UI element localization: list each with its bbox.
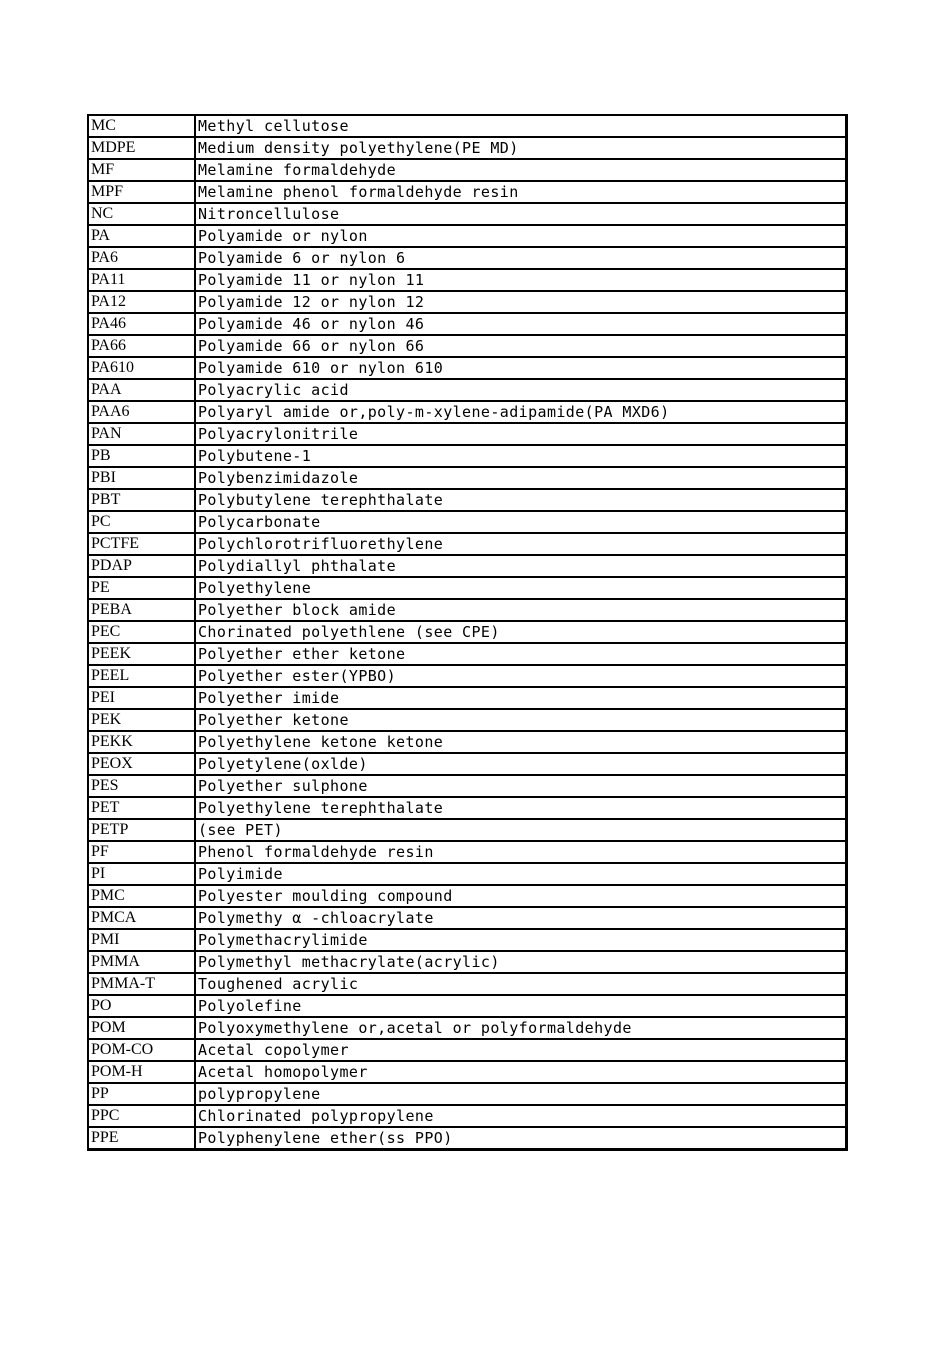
table-row xyxy=(88,797,847,819)
abbreviation-cell: PEBA xyxy=(88,599,195,621)
table-row xyxy=(88,1127,847,1150)
polymer-name-cell: Polyether imide xyxy=(195,687,847,709)
polymer-name-cell: Chorinated polyethlene (see CPE) xyxy=(195,621,847,643)
polymer-name-cell: Polyamide 610 or nylon 610 xyxy=(195,357,847,379)
table-row xyxy=(88,203,847,225)
polymer-name-cell: Polyoxymethylene or,acetal or polyformaldehyde xyxy=(195,1017,847,1039)
abbreviation-cell: PB xyxy=(88,445,195,467)
abbreviation-cell: PET xyxy=(88,797,195,819)
table-row xyxy=(88,247,847,269)
abbreviation-cell: MF xyxy=(88,159,195,181)
abbreviation-cell: PAN xyxy=(88,423,195,445)
polymer-name-cell: Polyamide 12 or nylon 12 xyxy=(195,291,847,313)
table-row xyxy=(88,159,847,181)
table-row xyxy=(88,489,847,511)
table-row xyxy=(88,511,847,533)
table-row xyxy=(88,1017,847,1039)
table-row xyxy=(88,379,847,401)
abbreviation-cell: PMMA-T xyxy=(88,973,195,995)
table-row xyxy=(88,357,847,379)
abbreviation-cell: PEI xyxy=(88,687,195,709)
polymer-name-cell: Melamine formaldehyde xyxy=(195,159,847,181)
polymer-name-cell: Polychlorotrifluorethylene xyxy=(195,533,847,555)
table-row xyxy=(88,269,847,291)
abbreviation-cell: PPC xyxy=(88,1105,195,1127)
abbreviation-cell: PE xyxy=(88,577,195,599)
table-row xyxy=(88,599,847,621)
abbreviation-table xyxy=(87,114,848,1151)
abbreviation-table-body xyxy=(88,115,847,1150)
table-row xyxy=(88,335,847,357)
abbreviation-cell: PBT xyxy=(88,489,195,511)
polymer-name-cell: Toughened acrylic xyxy=(195,973,847,995)
polymer-name-cell: Acetal copolymer xyxy=(195,1039,847,1061)
abbreviation-cell: PA46 xyxy=(88,313,195,335)
polymer-name-cell: (see PET) xyxy=(195,819,847,841)
table-row xyxy=(88,445,847,467)
polymer-name-cell: Polyaryl amide or,poly-m-xylene-adipamide(PA MXD6) xyxy=(195,401,847,423)
table-row xyxy=(88,643,847,665)
polymer-name-cell: Nitroncellulose xyxy=(195,203,847,225)
table-row xyxy=(88,665,847,687)
abbreviation-cell: PA11 xyxy=(88,269,195,291)
table-row xyxy=(88,401,847,423)
polymer-name-cell: Polyamide or nylon xyxy=(195,225,847,247)
polymer-name-cell: Polyether ketone xyxy=(195,709,847,731)
table-row xyxy=(88,225,847,247)
polymer-name-cell: Polyphenylene ether(ss PPO) xyxy=(198,1129,453,1147)
abbreviation-cell: PP xyxy=(88,1083,195,1105)
table-row xyxy=(88,973,847,995)
abbreviation-cell: PES xyxy=(88,775,195,797)
table-row xyxy=(88,819,847,841)
abbreviation-cell: PEEK xyxy=(88,643,195,665)
abbreviation-cell: POM-CO xyxy=(88,1039,195,1061)
table-row xyxy=(88,995,847,1017)
abbreviation-cell: PMCA xyxy=(88,907,195,929)
polymer-name-cell: Polymethyl methacrylate(acrylic) xyxy=(195,951,847,973)
abbreviation-cell: PPE xyxy=(88,1127,195,1150)
abbreviation-cell: PEK xyxy=(88,709,195,731)
abbreviation-cell: PEC xyxy=(88,621,195,643)
polymer-name-cell: Melamine phenol formaldehyde resin xyxy=(195,181,847,203)
polymer-name-cell: Chlorinated polypropylene xyxy=(195,1105,847,1127)
abbreviation-cell: MC xyxy=(88,115,195,137)
polymer-name-cell: Polyester moulding compound xyxy=(195,885,847,907)
polymer-name-cell: Polyamide 11 or nylon 11 xyxy=(195,269,847,291)
abbreviation-cell: PO xyxy=(88,995,195,1017)
abbreviation-cell: MPF xyxy=(88,181,195,203)
abbreviation-cell: PMI xyxy=(88,929,195,951)
table-row xyxy=(88,731,847,753)
table-row xyxy=(88,687,847,709)
polymer-name-cell: Polyacrylic acid xyxy=(195,379,847,401)
abbreviation-cell: PA66 xyxy=(88,335,195,357)
table-row xyxy=(88,423,847,445)
table-row xyxy=(88,313,847,335)
abbreviation-cell: PA610 xyxy=(88,357,195,379)
polymer-name-cell: Polyether sulphone xyxy=(195,775,847,797)
table-row xyxy=(88,137,847,159)
abbreviation-cell: PMMA xyxy=(88,951,195,973)
polymer-name-cell: Polyimide xyxy=(195,863,847,885)
polymer-name-cell: Polyether block amide xyxy=(195,599,847,621)
abbreviation-cell: NC xyxy=(88,203,195,225)
polymer-name-cell: Polyethylene ketone ketone xyxy=(195,731,847,753)
table-row xyxy=(88,885,847,907)
polymer-name-cell: Polycarbonate xyxy=(195,511,847,533)
polymer-name-cell: Polyether ester(YPBO) xyxy=(195,665,847,687)
table-row xyxy=(88,753,847,775)
table-row xyxy=(88,291,847,313)
polymer-name-cell: Polydiallyl phthalate xyxy=(195,555,847,577)
abbreviation-cell: PCTFE xyxy=(88,533,195,555)
polymer-name-cell: Polymethacrylimide xyxy=(195,929,847,951)
abbreviation-cell: PEEL xyxy=(88,665,195,687)
abbreviation-cell: MDPE xyxy=(88,137,195,159)
abbreviation-cell: PEKK xyxy=(88,731,195,753)
polymer-name-cell: Polyolefine xyxy=(195,995,847,1017)
abbreviation-cell: PF xyxy=(88,841,195,863)
table-row xyxy=(88,929,847,951)
abbreviation-cell: PMC xyxy=(88,885,195,907)
polymer-name-cell: polypropylene xyxy=(195,1083,847,1105)
polymer-name-cell: Polyamide 6 or nylon 6 xyxy=(195,247,847,269)
polymer-name-cell: Phenol formaldehyde resin xyxy=(195,841,847,863)
abbreviation-cell: PI xyxy=(88,863,195,885)
abbreviation-cell: PDAP xyxy=(88,555,195,577)
abbreviation-cell: PA12 xyxy=(88,291,195,313)
table-row xyxy=(88,467,847,489)
table-row xyxy=(88,1083,847,1105)
table-row xyxy=(88,1039,847,1061)
polymer-name-cell: Polyacrylonitrile xyxy=(195,423,847,445)
polymer-name-cell: Polyamide 46 or nylon 46 xyxy=(195,313,847,335)
abbreviation-cell: PBI xyxy=(88,467,195,489)
table-row xyxy=(88,555,847,577)
table-row xyxy=(88,577,847,599)
table-row xyxy=(88,1105,847,1127)
polymer-name-cell: Polyether ether ketone xyxy=(195,643,847,665)
table-row xyxy=(88,115,847,137)
polymer-name-cell: Polymethy α -chloacrylate xyxy=(195,907,847,929)
table-row xyxy=(88,951,847,973)
abbreviation-cell: PC xyxy=(88,511,195,533)
polymer-name-cell: Polybutylene terephthalate xyxy=(195,489,847,511)
abbreviation-cell: PETP xyxy=(88,819,195,841)
abbreviation-cell: PA6 xyxy=(88,247,195,269)
polymer-name-cell: Acetal homopolymer xyxy=(195,1061,847,1083)
table-row xyxy=(88,709,847,731)
polymer-name-cell: Polybenzimidazole xyxy=(195,467,847,489)
abbreviation-cell: PA xyxy=(88,225,195,247)
table-row xyxy=(88,1061,847,1083)
abbreviation-cell: PAA xyxy=(88,379,195,401)
table-row xyxy=(88,621,847,643)
table-row xyxy=(88,841,847,863)
polymer-name-cell: Methyl cellutose xyxy=(195,115,847,137)
polymer-name-cell: Polybutene-1 xyxy=(195,445,847,467)
table-row xyxy=(88,533,847,555)
polymer-name-cell: Polyamide 66 or nylon 66 xyxy=(195,335,847,357)
table-row xyxy=(88,775,847,797)
abbreviation-cell: POM xyxy=(88,1017,195,1039)
abbreviation-cell: POM-H xyxy=(88,1061,195,1083)
table-row xyxy=(88,907,847,929)
polymer-name-cell: Polyetylene(oxlde) xyxy=(195,753,847,775)
abbreviation-cell: PAA6 xyxy=(88,401,195,423)
table-row xyxy=(88,181,847,203)
polymer-name-cell: Polyethylene xyxy=(195,577,847,599)
abbreviation-cell: PEOX xyxy=(88,753,195,775)
table-row xyxy=(88,863,847,885)
polymer-name-cell: Polyethylene terephthalate xyxy=(195,797,847,819)
polymer-name-cell: Medium density polyethylene(PE MD) xyxy=(195,137,847,159)
